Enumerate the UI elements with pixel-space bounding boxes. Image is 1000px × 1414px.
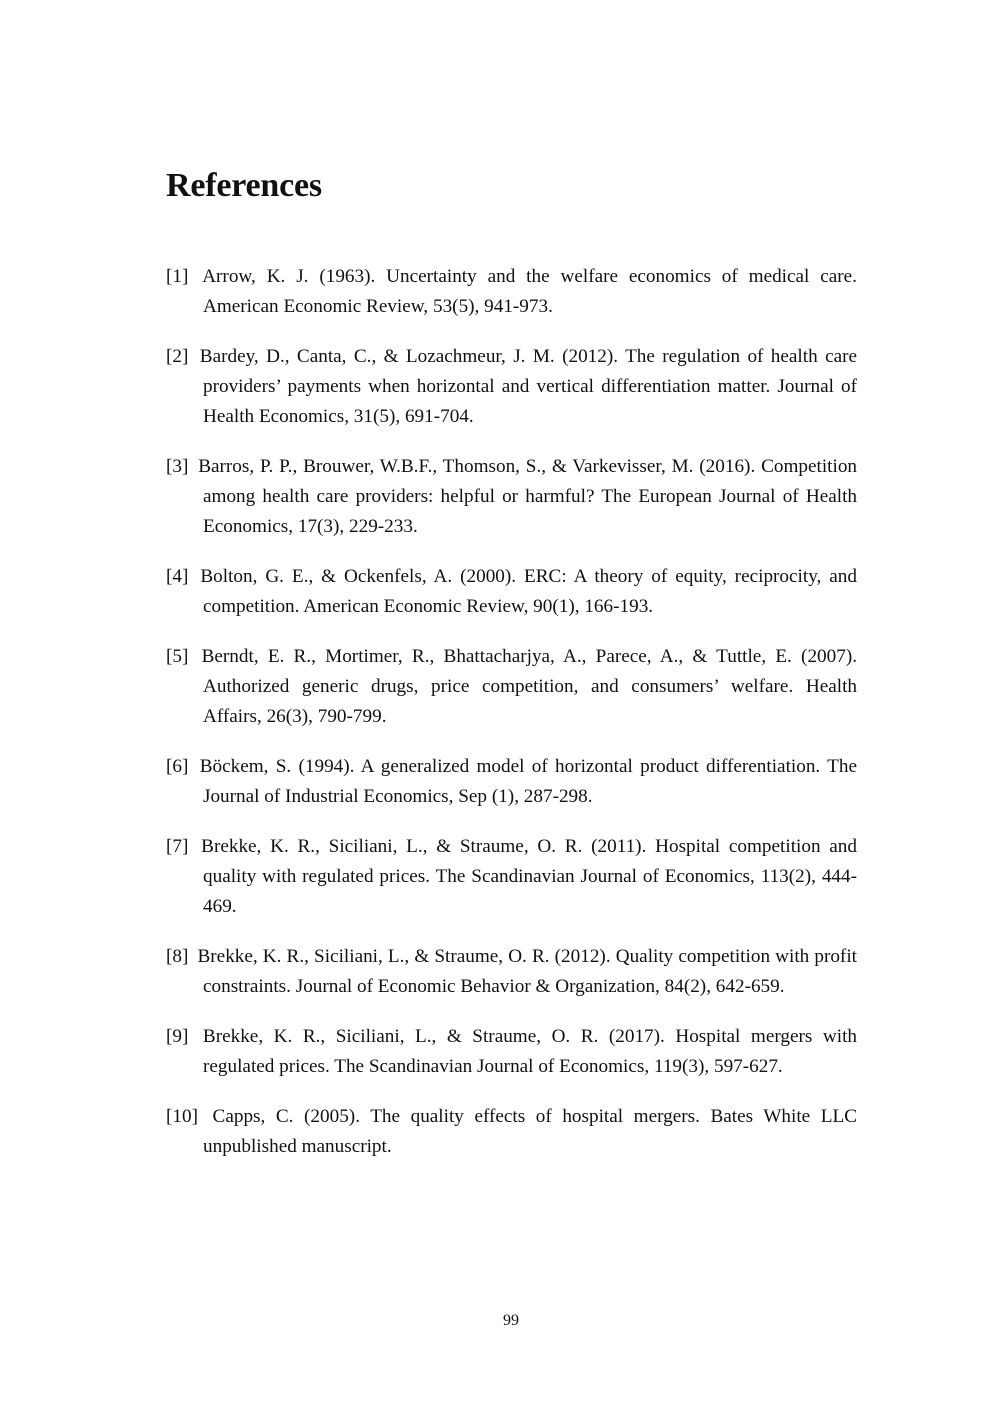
reference-item	[166, 942, 857, 1002]
reference-item	[166, 342, 857, 432]
reference-item	[166, 452, 857, 542]
reference-number: [8]	[166, 946, 189, 967]
reference-item	[166, 262, 857, 322]
reference-number: [9]	[166, 1026, 189, 1047]
page-number: 99	[503, 1312, 519, 1329]
reference-item	[166, 752, 857, 812]
reference-number: [2]	[166, 346, 189, 367]
reference-item	[166, 562, 857, 622]
reference-item	[166, 1102, 857, 1162]
reference-number: [7]	[166, 836, 189, 857]
reference-text: Capps, C. (2005). The quality effects of hospital mergers. Bates White LLC unpublished manuscript.	[203, 1106, 858, 1157]
reference-list	[166, 262, 857, 1182]
reference-text: Brekke, K. R., Siciliani, L., & Straume, O. R. (2012). Quality competition with profit constraints. Journal of Economic Behavior & Organization, 84(2), 642-659.	[197, 946, 857, 997]
page-title: References	[166, 167, 322, 204]
reference-text: Bardey, D., Canta, C., & Lozachmeur, J. M. (2012). The regulation of health care providers’ payments when horizontal and vertical differentiation matter. Journal of Health Economics, 31(5), 691-704.	[199, 346, 858, 427]
reference-text: Berndt, E. R., Mortimer, R., Bhattacharjya, A., Parece, A., & Tuttle, E. (2007). Authorized generic drugs, price competition, and consumers’ welfare. Health Affairs, 26(3), 790-799.	[201, 646, 858, 727]
reference-number: [10]	[166, 1106, 198, 1127]
reference-text: Böckem, S. (1994). A generalized model of horizontal product differentiation. The Journal of Industrial Economics, Sep (1), 287-298.	[199, 756, 858, 807]
reference-number: [1]	[166, 266, 189, 287]
reference-text: Arrow, K. J. (1963). Uncertainty and the welfare economics of medical care. American Economic Review, 53(5), 941-973.	[202, 266, 857, 317]
reference-item	[166, 642, 857, 732]
reference-text: Brekke, K. R., Siciliani, L., & Straume, O. R. (2017). Hospital mergers with regulated prices. The Scandinavian Journal of Economics, 119(3), 597-627.	[202, 1026, 857, 1077]
reference-text: Barros, P. P., Brouwer, W.B.F., Thomson, S., & Varkevisser, M. (2016). Competition among health care providers: helpful or harmful? The European Journal of Health Economics, 17(3), 229-233.	[198, 456, 858, 537]
reference-number: [6]	[166, 756, 189, 777]
reference-number: [5]	[166, 646, 189, 667]
reference-number: [3]	[166, 456, 189, 477]
reference-text: Brekke, K. R., Siciliani, L., & Straume, O. R. (2011). Hospital competition and quality with regulated prices. The Scandinavian Journal of Economics, 113(2), 444-469.	[201, 836, 857, 917]
reference-item	[166, 832, 857, 922]
reference-item	[166, 1022, 857, 1082]
reference-text: Bolton, G. E., & Ockenfels, A. (2000). ERC: A theory of equity, reciprocity, and competition. American Economic Review, 90(1), 166-193.	[200, 566, 857, 617]
reference-number: [4]	[166, 566, 189, 587]
